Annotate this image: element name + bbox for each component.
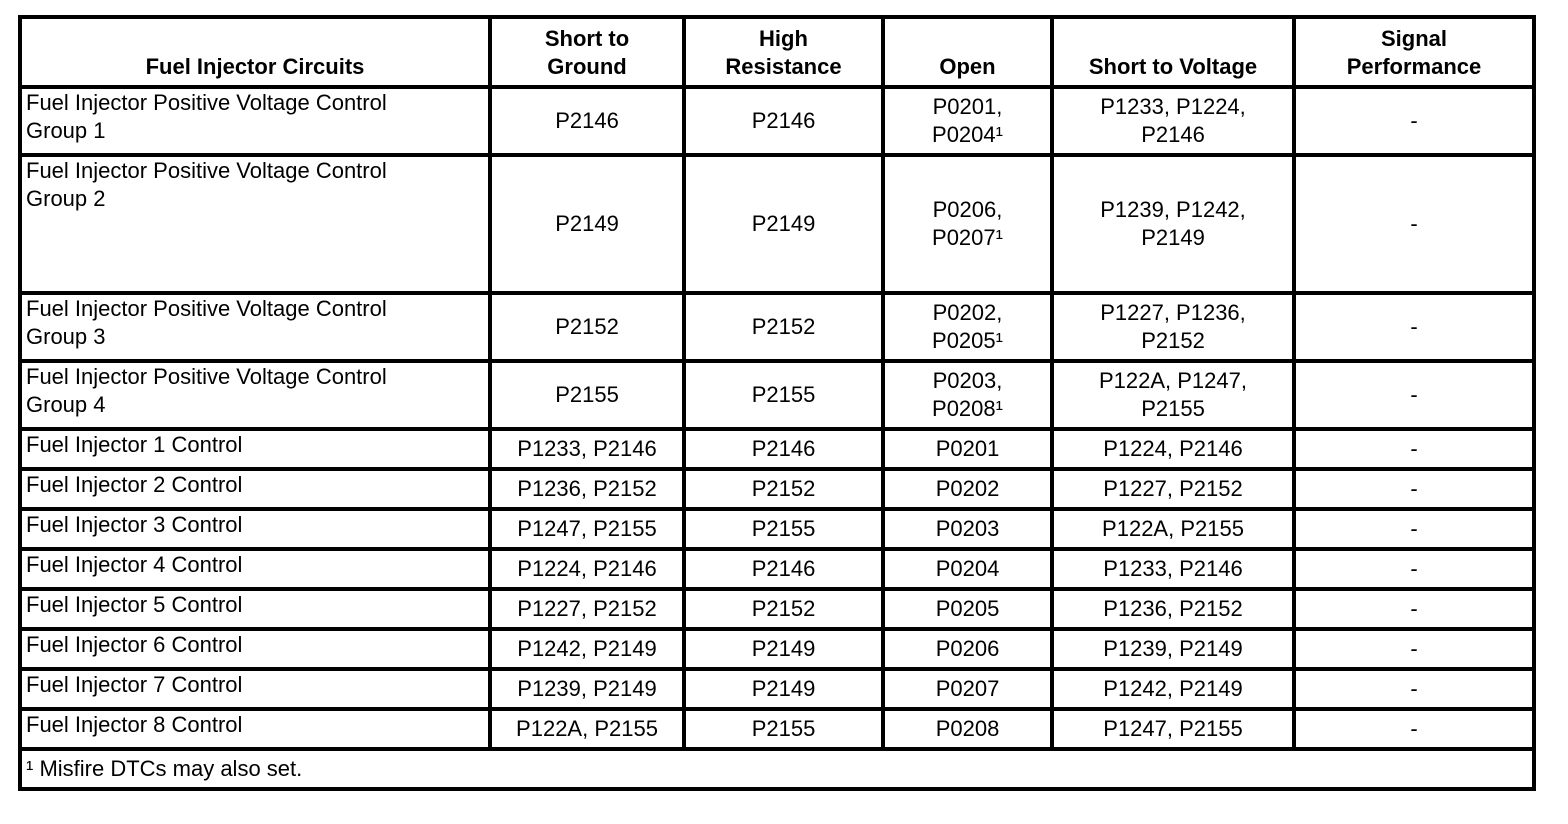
- signal-performance-cell: -: [1294, 87, 1534, 155]
- open-cell: P0202, P0205¹: [883, 293, 1052, 361]
- short-to-ground-cell: P1224, P2146: [490, 549, 684, 589]
- footnote: ¹ Misfire DTCs may also set.: [20, 749, 1534, 789]
- open-cell: P0201, P0204¹: [883, 87, 1052, 155]
- table-row: [20, 293, 1534, 361]
- signal-performance-cell: -: [1294, 361, 1534, 429]
- short-to-voltage-cell: P1239, P2149: [1052, 629, 1294, 669]
- circuit-cell: Fuel Injector Positive Voltage Control Group 3: [20, 293, 490, 361]
- table-row: [20, 87, 1534, 155]
- table-row: [20, 629, 1534, 669]
- open-cell: P0201: [883, 429, 1052, 469]
- circuit-cell: Fuel Injector 2 Control: [20, 469, 490, 509]
- short-to-ground-cell: P2152: [490, 293, 684, 361]
- circuit-cell: Fuel Injector 8 Control: [20, 709, 490, 749]
- short-to-ground-cell: P2149: [490, 155, 684, 293]
- circuit-cell: Fuel Injector Positive Voltage Control Group 1: [20, 87, 490, 155]
- signal-performance-cell: -: [1294, 549, 1534, 589]
- high-resistance-cell: P2152: [684, 293, 883, 361]
- short-to-ground-cell: P2155: [490, 361, 684, 429]
- circuit-cell: Fuel Injector 7 Control: [20, 669, 490, 709]
- header-signal-performance: Signal Performance: [1294, 17, 1534, 87]
- short-to-voltage-cell: P1247, P2155: [1052, 709, 1294, 749]
- open-cell: P0205: [883, 589, 1052, 629]
- circuit-cell: Fuel Injector 4 Control: [20, 549, 490, 589]
- short-to-ground-cell: P1242, P2149: [490, 629, 684, 669]
- table-row: [20, 549, 1534, 589]
- signal-performance-cell: -: [1294, 709, 1534, 749]
- short-to-voltage-cell: P1224, P2146: [1052, 429, 1294, 469]
- short-to-ground-cell: P1236, P2152: [490, 469, 684, 509]
- header-high-resistance: High Resistance: [684, 17, 883, 87]
- open-cell: P0203, P0208¹: [883, 361, 1052, 429]
- high-resistance-cell: P2155: [684, 361, 883, 429]
- open-cell: P0204: [883, 549, 1052, 589]
- high-resistance-cell: P2155: [684, 709, 883, 749]
- short-to-ground-cell: P1239, P2149: [490, 669, 684, 709]
- header-row: [20, 17, 1534, 87]
- signal-performance-cell: -: [1294, 155, 1534, 293]
- open-cell: P0202: [883, 469, 1052, 509]
- short-to-voltage-cell: P1236, P2152: [1052, 589, 1294, 629]
- signal-performance-cell: -: [1294, 469, 1534, 509]
- open-cell: P0206, P0207¹: [883, 155, 1052, 293]
- signal-performance-cell: -: [1294, 629, 1534, 669]
- short-to-voltage-cell: P1227, P2152: [1052, 469, 1294, 509]
- short-to-voltage-cell: P1227, P1236, P2152: [1052, 293, 1294, 361]
- open-cell: P0208: [883, 709, 1052, 749]
- high-resistance-cell: P2152: [684, 589, 883, 629]
- short-to-voltage-cell: P1242, P2149: [1052, 669, 1294, 709]
- table-row: [20, 361, 1534, 429]
- short-to-voltage-cell: P122A, P2155: [1052, 509, 1294, 549]
- circuit-cell: Fuel Injector 3 Control: [20, 509, 490, 549]
- short-to-ground-cell: P1227, P2152: [490, 589, 684, 629]
- short-to-voltage-cell: P122A, P1247, P2155: [1052, 361, 1294, 429]
- signal-performance-cell: -: [1294, 509, 1534, 549]
- short-to-ground-cell: P2146: [490, 87, 684, 155]
- high-resistance-cell: P2155: [684, 509, 883, 549]
- open-cell: P0203: [883, 509, 1052, 549]
- short-to-voltage-cell: P1233, P2146: [1052, 549, 1294, 589]
- table-row: [20, 155, 1534, 293]
- short-to-voltage-cell: P1239, P1242, P2149: [1052, 155, 1294, 293]
- high-resistance-cell: P2149: [684, 629, 883, 669]
- table-row: [20, 669, 1534, 709]
- footnote-row: [20, 749, 1534, 789]
- short-to-ground-cell: P1247, P2155: [490, 509, 684, 549]
- high-resistance-cell: P2149: [684, 155, 883, 293]
- high-resistance-cell: P2146: [684, 549, 883, 589]
- header-short-to-ground: Short to Ground: [490, 17, 684, 87]
- circuit-cell: Fuel Injector Positive Voltage Control Group 2: [20, 155, 490, 293]
- open-cell: P0207: [883, 669, 1052, 709]
- circuit-cell: Fuel Injector 1 Control: [20, 429, 490, 469]
- high-resistance-cell: P2146: [684, 429, 883, 469]
- header-short-to-voltage: Short to Voltage: [1052, 17, 1294, 87]
- signal-performance-cell: -: [1294, 293, 1534, 361]
- signal-performance-cell: -: [1294, 669, 1534, 709]
- short-to-ground-cell: P1233, P2146: [490, 429, 684, 469]
- circuit-cell: Fuel Injector 6 Control: [20, 629, 490, 669]
- circuit-cell: Fuel Injector 5 Control: [20, 589, 490, 629]
- table-row: [20, 709, 1534, 749]
- short-to-voltage-cell: P1233, P1224, P2146: [1052, 87, 1294, 155]
- high-resistance-cell: P2146: [684, 87, 883, 155]
- dtc-table: [18, 15, 1536, 791]
- high-resistance-cell: P2152: [684, 469, 883, 509]
- table-row: [20, 429, 1534, 469]
- table-row: [20, 509, 1534, 549]
- table-row: [20, 469, 1534, 509]
- open-cell: P0206: [883, 629, 1052, 669]
- circuit-cell: Fuel Injector Positive Voltage Control Group 4: [20, 361, 490, 429]
- table-row: [20, 589, 1534, 629]
- signal-performance-cell: -: [1294, 589, 1534, 629]
- short-to-ground-cell: P122A, P2155: [490, 709, 684, 749]
- header-fuel-injector-circuits: Fuel Injector Circuits: [20, 17, 490, 87]
- signal-performance-cell: -: [1294, 429, 1534, 469]
- header-open: Open: [883, 17, 1052, 87]
- high-resistance-cell: P2149: [684, 669, 883, 709]
